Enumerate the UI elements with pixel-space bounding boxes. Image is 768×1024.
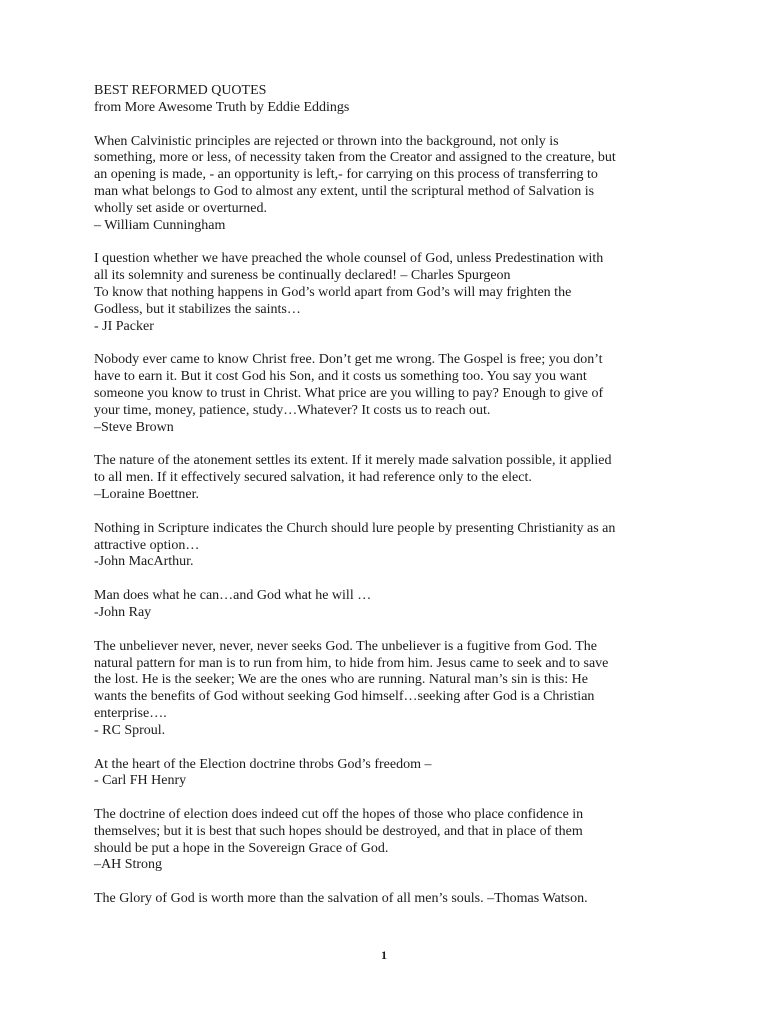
block-spacer (94, 117, 674, 134)
quote-block (94, 891, 674, 908)
quote-line: - Carl FH Henry (94, 773, 187, 789)
quote-line: should be put a hope in the Sovereign Grace of God. (94, 840, 389, 856)
quote-line: something, more or less, of necessity taken from the Creator and assigned to the creature, but (94, 150, 616, 166)
quote-line: to all men. If it effectively secured salvation, it had reference only to the elect. (94, 470, 532, 486)
block-spacer (94, 571, 674, 588)
quote-block (94, 807, 674, 874)
quote-line: To know that nothing happens in God’s world apart from God’s will may frighten the (94, 284, 572, 300)
quote-line: your time, money, patience, study…Whatever? It costs us to reach out. (94, 402, 491, 418)
quote-block (94, 352, 674, 436)
quote-block (94, 521, 674, 571)
quote-line: the lost. He is the seeker; We are the ones who are running. Natural man’s sin is this: He (94, 672, 588, 688)
quote-block (94, 588, 674, 622)
quote-line: - JI Packer (94, 318, 154, 334)
document-page (94, 83, 674, 908)
quote-line: themselves; but it is best that such hopes should be destroyed, and that in place of them (94, 823, 583, 839)
quote-line: I question whether we have preached the whole counsel of God, unless Predestination with (94, 251, 604, 267)
quote-line: Nothing in Scripture indicates the Church should lure people by presenting Christianity as an (94, 520, 616, 536)
quote-block (94, 757, 674, 791)
block-spacer (94, 436, 674, 453)
quote-line: –Loraine Boettner. (94, 486, 199, 502)
quote-line: wants the benefits of God without seeking God himself…seeking after God is a Christian (94, 689, 595, 705)
quote-line: When Calvinistic principles are rejected or thrown into the background, not only is (94, 133, 559, 149)
quote-line: man what belongs to God to almost any extent, until the scriptural method of Salvation is (94, 183, 595, 199)
quote-line: Nobody ever came to know Christ free. Don’t get me wrong. The Gospel is free; you don’t (94, 352, 603, 368)
quote-line: The Glory of God is worth more than the salvation of all men’s souls. –Thomas Watson. (94, 891, 588, 907)
quote-line: - RC Sproul. (94, 722, 166, 738)
block-spacer (94, 234, 674, 251)
quote-line: At the heart of the Election doctrine throbs God’s freedom – (94, 756, 432, 772)
block-spacer (94, 740, 674, 757)
quote-list (94, 117, 674, 908)
quote-line: Man does what he can…and God what he will … (94, 588, 372, 604)
quote-line: – William Cunningham (94, 217, 226, 233)
quote-line: have to earn it. But it cost God his Son, and it costs us something too. You say you want (94, 369, 587, 385)
quote-line: wholly set aside or overturned. (94, 200, 268, 216)
quote-line: someone you know to trust in Christ. What price are you willing to pay? Enough to give of (94, 385, 604, 401)
block-spacer (94, 504, 674, 521)
quote-block (94, 251, 674, 335)
quote-line: The nature of the atonement settles its extent. If it merely made salvation possible, it applied (94, 453, 612, 469)
block-spacer (94, 874, 674, 891)
quote-block (94, 453, 674, 503)
quote-block (94, 134, 674, 235)
block-spacer (94, 622, 674, 639)
quote-line: –AH Strong (94, 857, 163, 873)
quote-line: -John MacArthur. (94, 554, 194, 570)
quote-line: The unbeliever never, never, never seeks God. The unbeliever is a fugitive from God. The (94, 638, 597, 654)
quote-line: attractive option… (94, 537, 200, 553)
quote-line: –Steve Brown (94, 419, 174, 435)
block-spacer (94, 335, 674, 352)
document-title: BEST REFORMED QUOTES (94, 83, 267, 98)
quote-line: -John Ray (94, 604, 152, 620)
quote-line: natural pattern for man is to run from him, to hide from him. Jesus came to seek and to save (94, 655, 609, 671)
quote-line: The doctrine of election does indeed cut off the hopes of those who place confidence in (94, 807, 584, 823)
page-number: 1 (381, 948, 387, 962)
quote-line: Godless, but it stabilizes the saints… (94, 301, 301, 317)
quote-line: enterprise…. (94, 705, 167, 721)
document-subtitle: from More Awesome Truth by Eddie Eddings (94, 99, 350, 115)
quote-block (94, 639, 674, 740)
quote-line: all its solemnity and sureness be continually declared! – Charles Spurgeon (94, 268, 511, 284)
quote-line: an opening is made, - an opportunity is left,- for carrying on this process of transferring to (94, 167, 598, 183)
block-spacer (94, 790, 674, 807)
